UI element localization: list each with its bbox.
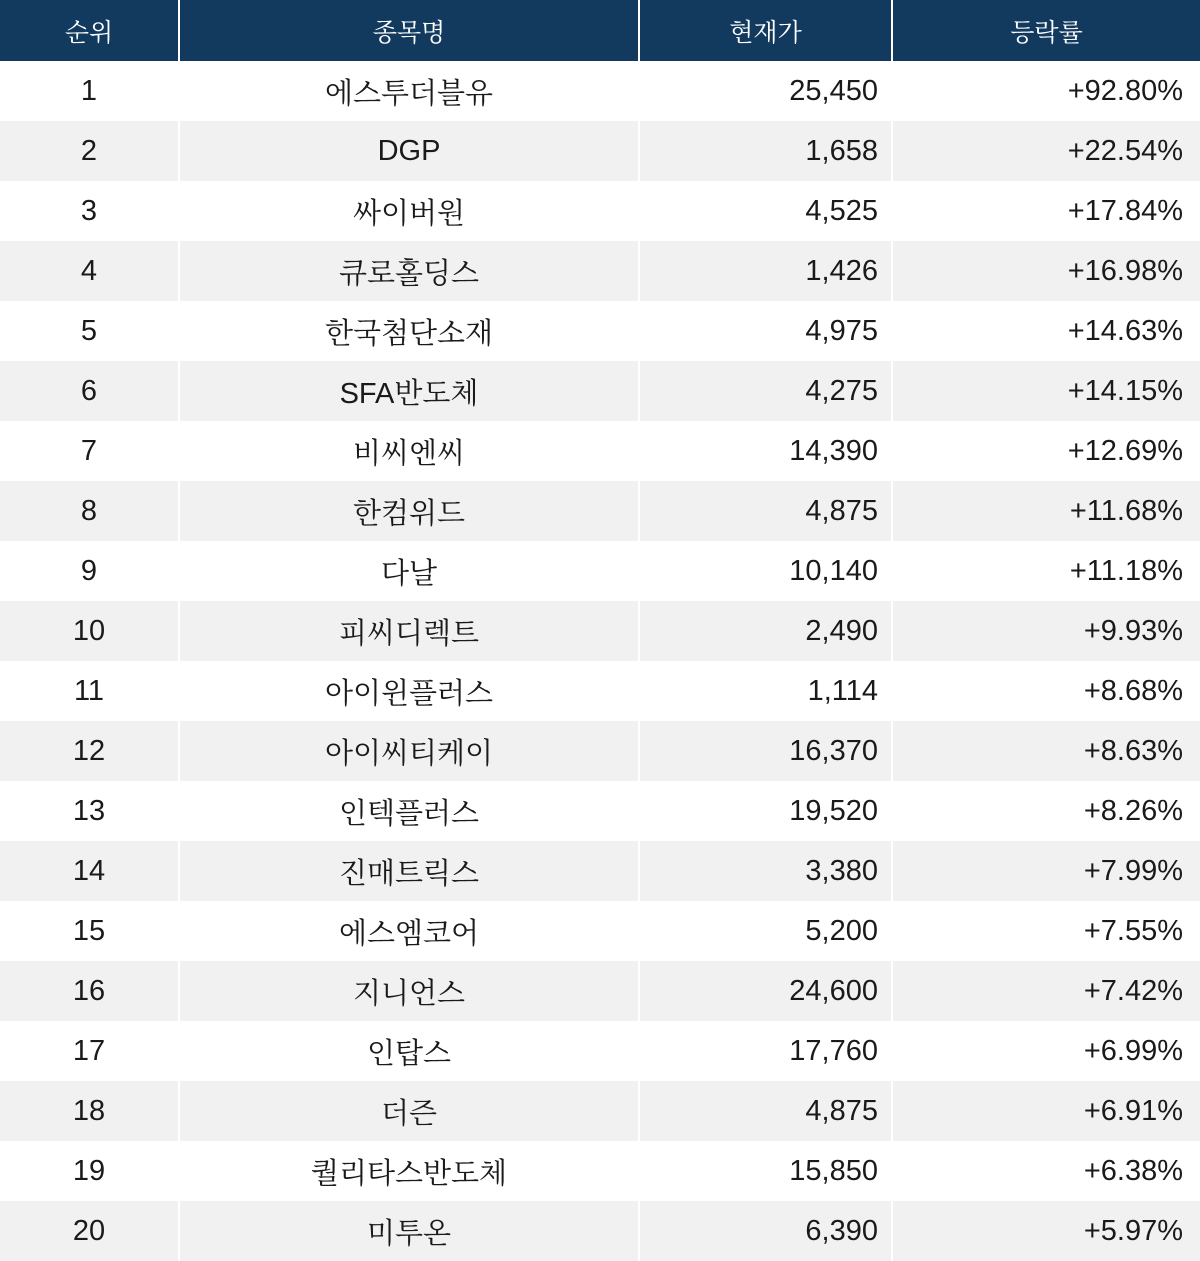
- rank-cell: 9: [80, 554, 98, 587]
- rank-cell: 15: [72, 914, 106, 947]
- rank-cell: 18: [72, 1094, 106, 1127]
- stock-name-cell: 한컴위드: [178, 481, 638, 541]
- stock-name-cell: 인탑스: [178, 1021, 638, 1081]
- stock-name-cell: 큐로홀딩스: [178, 241, 638, 301]
- rank-cell: 14: [72, 854, 106, 887]
- change-rate-cell: +9.93%: [891, 601, 1200, 661]
- current-price-cell: 24,600: [638, 961, 891, 1021]
- table-row: [0, 421, 1200, 481]
- table-row: [0, 301, 1200, 361]
- table-body: [0, 61, 1200, 1261]
- change-rate-cell: +14.63%: [891, 301, 1200, 361]
- current-price-cell: 4,875: [638, 481, 891, 541]
- stock-name-cell: 싸이버원: [178, 181, 638, 241]
- current-price-cell: 3,380: [638, 841, 891, 901]
- table-row: [0, 961, 1200, 1021]
- current-price-cell: 5,200: [638, 901, 891, 961]
- column-header-current-price: 현재가: [638, 0, 891, 61]
- change-rate-cell: +6.91%: [891, 1081, 1200, 1141]
- rank-cell: 7: [80, 434, 98, 467]
- current-price-cell: 17,760: [638, 1021, 891, 1081]
- change-rate-cell: +8.68%: [891, 661, 1200, 721]
- current-price-cell: 4,525: [638, 181, 891, 241]
- stock-name-cell: 진매트릭스: [178, 841, 638, 901]
- rank-cell: 12: [72, 734, 106, 767]
- table-row: [0, 1081, 1200, 1141]
- column-header-change-rate: 등락률: [891, 0, 1200, 61]
- table-row: [0, 361, 1200, 421]
- table-row: [0, 841, 1200, 901]
- change-rate-cell: +8.63%: [891, 721, 1200, 781]
- rank-cell: 13: [72, 794, 106, 827]
- table-row: [0, 781, 1200, 841]
- table-row: [0, 541, 1200, 601]
- table-row: [0, 661, 1200, 721]
- change-rate-cell: +92.80%: [891, 61, 1200, 121]
- stock-name-cell: 한국첨단소재: [178, 301, 638, 361]
- change-rate-cell: +7.42%: [891, 961, 1200, 1021]
- change-rate-cell: +11.68%: [891, 481, 1200, 541]
- stock-name-cell: 비씨엔씨: [178, 421, 638, 481]
- table-row: [0, 1201, 1200, 1261]
- change-rate-cell: +6.38%: [891, 1141, 1200, 1201]
- change-rate-cell: +6.99%: [891, 1021, 1200, 1081]
- column-header-rank: 순위: [64, 18, 114, 47]
- current-price-cell: 16,370: [638, 721, 891, 781]
- stock-name-cell: 피씨디렉트: [178, 601, 638, 661]
- stock-name-cell: DGP: [178, 121, 638, 181]
- stock-name-cell: 다날: [178, 541, 638, 601]
- change-rate-cell: +5.97%: [891, 1201, 1200, 1261]
- rank-cell: 17: [72, 1034, 106, 1067]
- rank-cell: 2: [80, 134, 98, 167]
- current-price-cell: 1,114: [638, 661, 891, 721]
- table-row: [0, 1021, 1200, 1081]
- current-price-cell: 6,390: [638, 1201, 891, 1261]
- change-rate-cell: +22.54%: [891, 121, 1200, 181]
- table-row: [0, 181, 1200, 241]
- rank-cell: 4: [80, 254, 98, 287]
- table-row: [0, 481, 1200, 541]
- current-price-cell: 1,658: [638, 121, 891, 181]
- stock-name-cell: 아이윈플러스: [178, 661, 638, 721]
- table-row: [0, 241, 1200, 301]
- table-row: [0, 1141, 1200, 1201]
- stock-name-cell: 아이씨티케이: [178, 721, 638, 781]
- change-rate-cell: +7.55%: [891, 901, 1200, 961]
- rank-cell: 20: [72, 1214, 106, 1247]
- stock-name-cell: 에스엠코어: [178, 901, 638, 961]
- change-rate-cell: +12.69%: [891, 421, 1200, 481]
- stock-name-cell: 퀄리타스반도체: [178, 1141, 638, 1201]
- rank-cell: 10: [72, 614, 106, 647]
- stock-name-cell: 에스투더블유: [178, 61, 638, 121]
- table-row: [0, 61, 1200, 121]
- current-price-cell: 10,140: [638, 541, 891, 601]
- current-price-cell: 2,490: [638, 601, 891, 661]
- column-header-stock-name: 종목명: [178, 0, 638, 61]
- table-row: [0, 121, 1200, 181]
- stock-name-cell: 지니언스: [178, 961, 638, 1021]
- current-price-cell: 1,426: [638, 241, 891, 301]
- rank-cell: 19: [72, 1154, 106, 1187]
- rank-cell: 3: [80, 194, 98, 227]
- current-price-cell: 15,850: [638, 1141, 891, 1201]
- table-header-row: [0, 0, 1200, 61]
- stock-name-cell: SFA반도체: [178, 361, 638, 421]
- current-price-cell: 25,450: [638, 61, 891, 121]
- change-rate-cell: +11.18%: [891, 541, 1200, 601]
- rank-cell: 8: [80, 494, 98, 527]
- rank-cell: 1: [80, 74, 98, 107]
- table-row: [0, 901, 1200, 961]
- stock-name-cell: 미투온: [178, 1201, 638, 1261]
- table-row: [0, 601, 1200, 661]
- rank-cell: 6: [80, 374, 98, 407]
- current-price-cell: 4,275: [638, 361, 891, 421]
- change-rate-cell: +7.99%: [891, 841, 1200, 901]
- change-rate-cell: +14.15%: [891, 361, 1200, 421]
- current-price-cell: 14,390: [638, 421, 891, 481]
- current-price-cell: 19,520: [638, 781, 891, 841]
- change-rate-cell: +17.84%: [891, 181, 1200, 241]
- change-rate-cell: +16.98%: [891, 241, 1200, 301]
- rank-cell: 11: [73, 674, 105, 707]
- rank-cell: 16: [72, 974, 106, 1007]
- current-price-cell: 4,875: [638, 1081, 891, 1141]
- rank-cell: 5: [80, 314, 98, 347]
- table-row: [0, 721, 1200, 781]
- stock-name-cell: 더즌: [178, 1081, 638, 1141]
- stock-name-cell: 인텍플러스: [178, 781, 638, 841]
- change-rate-cell: +8.26%: [891, 781, 1200, 841]
- current-price-cell: 4,975: [638, 301, 891, 361]
